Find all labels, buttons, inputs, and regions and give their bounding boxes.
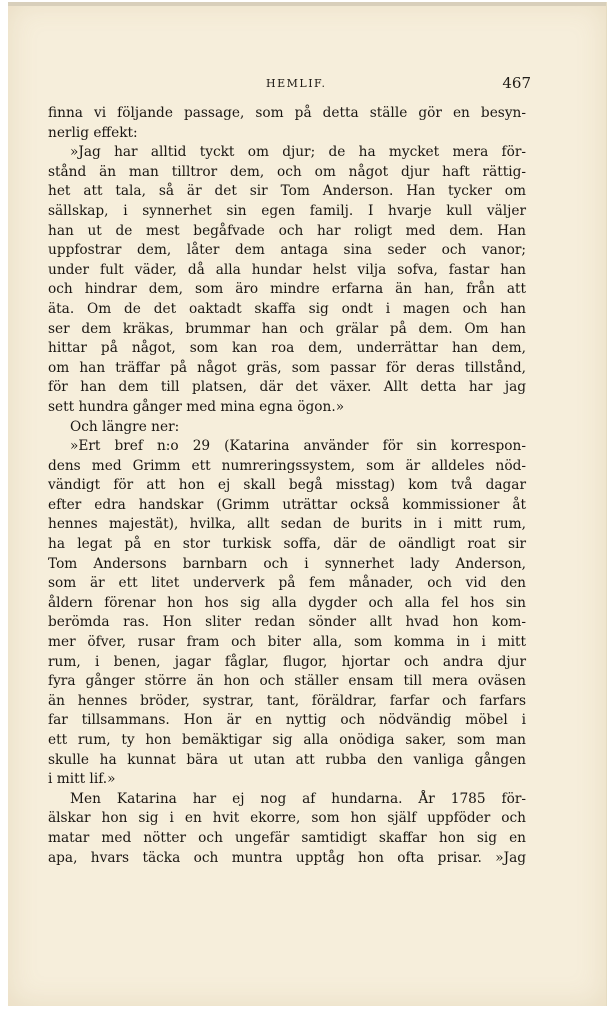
text-line: än hennes bröder, systrar, tant, föräldrar, farfar och farfars: [48, 692, 526, 709]
text-line: sällskap, i synnerhet sin egen familj. I hvarje kull väljer: [48, 202, 526, 219]
text-line: nerlig effekt:: [48, 124, 138, 141]
text-line: hittar på något, som kan roa dem, underrättar han dem,: [48, 340, 526, 357]
text-line: fyra gånger större än hon och ställer ensam till mera oväsen: [48, 673, 526, 690]
text-line: apa, hvars täcka och muntra upptåg hon ofta prisar. »Jag: [48, 849, 526, 866]
text-line: matar med nötter och ungefär samtidigt skaffar hon sig en: [48, 829, 526, 846]
text-line: berömda ras. Hon sliter redan sönder allt hvad hon kom-: [48, 614, 526, 631]
book-page: [8, 2, 607, 1006]
text-line: ha legat på en stor turkisk soffa, där de oändligt roat sir: [48, 536, 526, 553]
text-line: far tillsammans. Hon är en nyttig och nödvändig möbel i: [48, 712, 526, 729]
text-line: Tom Andersons barnbarn och i synnerhet lady Anderson,: [48, 555, 526, 572]
text-line: ett rum, ty hon bemäktigar sig alla onödiga saker, som man: [48, 732, 526, 748]
text-line: ser dem kräkas, brummar han och grälar på dem. Om han: [48, 320, 526, 337]
text-line: om han träffar på något gräs, som passar för deras tillstånd,: [48, 359, 526, 376]
text-line: »Ert bref n:o 29 (Katarina använder för sin korrespon-: [70, 438, 526, 455]
text-line: hennes majestät), hvilka, allt sedan de burits in i mitt rum,: [48, 516, 526, 533]
text-line: mer öfver, rusar fram och biter alla, som komma in i mitt: [48, 634, 526, 651]
text-line: och hindrar dem, som äro mindre erfarna än han, från att: [48, 281, 526, 298]
page-number: 467: [502, 74, 531, 92]
page-header: [8, 74, 606, 96]
running-title: HEMLIF.: [266, 77, 327, 90]
text-line: åldern förenar hon hos sig alla dygder och alla fel hos sin: [48, 594, 526, 611]
text-line: vändigt för att hon ej skall begå misstag) kom två dagar: [48, 477, 526, 494]
text-line: uppfostrar dem, låter dem antaga sina seder och vanor;: [48, 242, 526, 259]
text-line: som är ett litet underverk på fem månader, och vid den: [48, 575, 526, 592]
text-line: het att tala, så är det sir Tom Anderson. Han tycker om: [48, 183, 526, 200]
text-line: han ut de mest begåfvade och har roligt med dem. Han: [48, 222, 526, 239]
text-line: finna vi följande passage, som på detta ställe gör en besyn-: [48, 105, 526, 121]
body-text: [48, 104, 526, 868]
text-line: efter edra handskar (Grimm uträttar också kommissioner åt: [48, 496, 526, 513]
text-line: stånd än man tilltror dem, och om något djur haft rättig-: [48, 163, 526, 180]
text-line: skulle ha kunnat bära ut utan att rubba den vanliga gången: [48, 751, 526, 768]
text-line: älskar hon sig i en hvit ekorre, som hon själf uppföder och: [48, 810, 526, 827]
text-line: Men Katarina har ej nog af hundarna. År 1785 för-: [70, 790, 526, 807]
text-line: för han dem till platsen, där det växer. Allt detta har jag: [48, 379, 526, 396]
text-line: rum, i benen, jagar fåglar, flugor, hjortar och andra djur: [48, 653, 526, 670]
text-line: under fult väder, då alla hundar helst vilja sofva, fastar han: [48, 261, 526, 278]
text-line: i mitt lif.»: [48, 771, 116, 788]
text-line: »Jag har alltid tyckt om djur; de ha mycket mera för-: [70, 144, 526, 161]
text-line: sett hundra gånger med mina egna ögon.»: [48, 398, 345, 415]
text-line: Och längre ner:: [70, 418, 180, 435]
text-line: äta. Om de det oaktadt skaffa sig ondt i magen och han: [48, 300, 526, 317]
text-line: dens med Grimm ett numreringssystem, som är alldeles nöd-: [48, 457, 526, 474]
